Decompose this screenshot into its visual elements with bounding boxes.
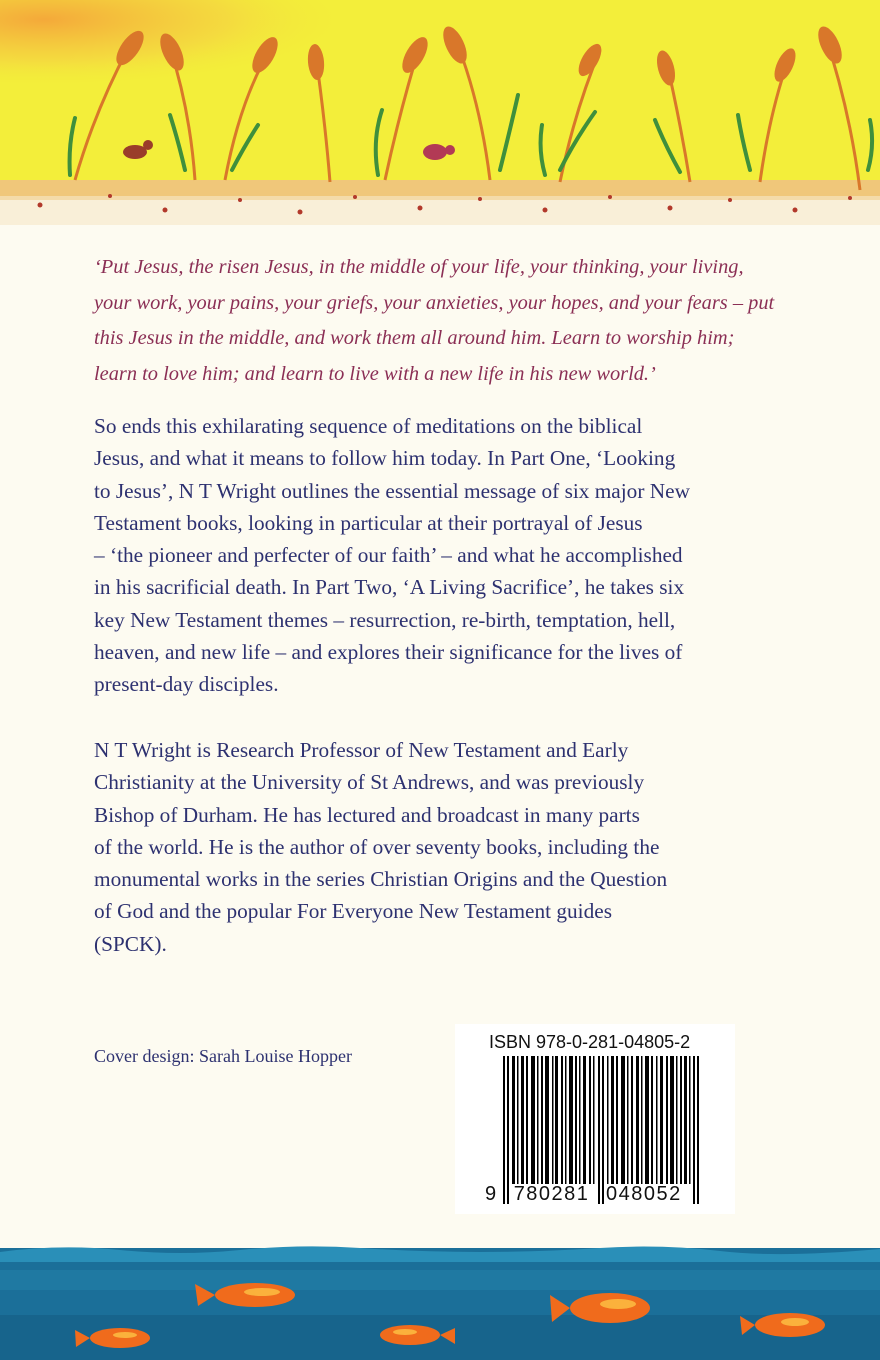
goldfish-sea-illustration (0, 1240, 880, 1360)
bio-line: (SPCK). (94, 931, 167, 956)
blurb-line: – ‘the pioneer and perfecter of our faith’ – and what he accomplished (94, 543, 683, 568)
barcode-digits-right: 048052 (606, 1183, 682, 1205)
pull-quote (94, 250, 794, 392)
wheat-field-illustration (0, 0, 880, 225)
quote-line: learn to love him; and learn to live with a new life in his new world.’ (94, 362, 656, 385)
blurb-line: Testament books, looking in particular at their portrayal of Jesus (94, 510, 643, 535)
bio-line: Bishop of Durham. He has lectured and broadcast in many parts (94, 802, 640, 827)
barcode-digits (485, 1183, 725, 1206)
bio-line: monumental works in the series Christian Origins and the Question (94, 867, 668, 892)
barcode-bars (503, 1056, 699, 1204)
quote-line: ‘Put Jesus, the risen Jesus, in the middle of your life, your thinking, your living, (94, 256, 744, 278)
bio-line: N T Wright is Research Professor of New Testament and Early (94, 738, 629, 762)
cover-design-credit: Cover design: Sarah Louise Hopper (94, 1046, 352, 1066)
blurb-line: heaven, and new life – and explores their significance for the lives of (94, 640, 683, 665)
bio-line: of God and the popular For Everyone New Testament guides (94, 899, 612, 924)
bio-line: Christianity at the University of St Andrews, and was previously (94, 770, 645, 795)
blurb-line: key New Testament themes – resurrection, re-birth, temptation, hell, (94, 607, 676, 632)
blurb-line: So ends this exhilarating sequence of meditations on the biblical (94, 414, 643, 438)
bio-line: of the world. He is the author of over seventy books, including the (94, 834, 660, 859)
author-bio (94, 734, 794, 960)
blurb-line: to Jesus’, N T Wright outlines the essential message of six major New (94, 478, 690, 503)
blurb-line: in his sacrificial death. In Part Two, ‘A Living Sacrifice’, he takes six (94, 575, 685, 600)
book-blurb (94, 410, 794, 701)
barcode-digits-left: 780281 (513, 1183, 590, 1205)
blurb-line: present-day disciples. (94, 672, 279, 697)
quote-line: your work, your pains, your griefs, your anxieties, your hopes, and your fears – put (94, 291, 775, 314)
quote-line: this Jesus in the middle, and work them all around him. Learn to worship him; (94, 327, 735, 349)
isbn-label: ISBN 978-0-281-04805-2 (489, 1032, 691, 1052)
blurb-line: Jesus, and what it means to follow him today. In Part One, ‘Looking (94, 446, 676, 471)
barcode-digit-first: 9 (485, 1183, 498, 1205)
